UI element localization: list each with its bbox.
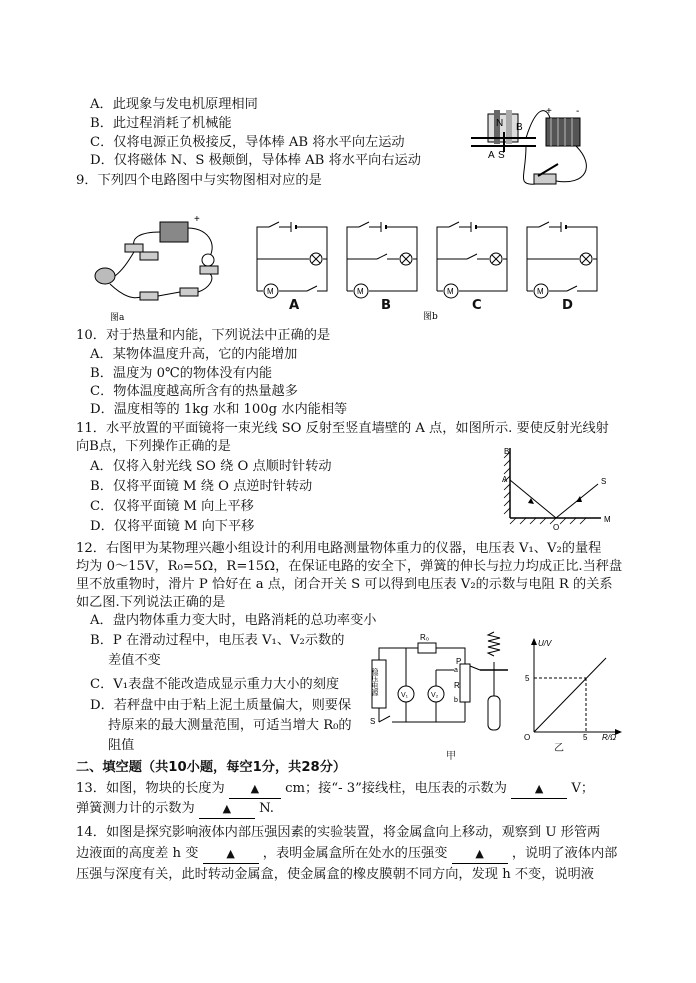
q14-line3: 压强与深度有关，此时转动金属盒，使金属盒的橡皮膜朝不同方向，发现 h 不变，说明液: [76, 867, 594, 882]
q11-option-c: C．仅将平面镜 M 向上平移: [90, 499, 254, 514]
q9-fig-a-caption: 图a: [110, 313, 125, 323]
q12-stem-line4: 如乙图.下列说法正确的是: [76, 595, 226, 610]
q12-yi-tick-x5: 5: [583, 733, 588, 740]
circuit-0-motor-label: M: [267, 287, 274, 296]
q11-option-a: A．仅将入射光线 SO 绕 O 点顺时针转动: [90, 459, 332, 474]
q13-text-4: 弹簧测力计的示数为: [76, 801, 195, 816]
q12-caption-jia: 甲: [446, 751, 456, 762]
q11-label-m: M: [604, 515, 611, 524]
circuit-1-motor-label: M: [357, 287, 364, 296]
q14-blank-1: ▲: [203, 845, 259, 864]
q8-label-minus: -: [576, 106, 580, 117]
q12-stem-line2: 均为 0～15V，R₀=5Ω，R=15Ω，在保证电路的安全下，弹簧的伸长与拉力均成正比.当秤盘: [76, 559, 623, 574]
q10-option-d: D．温度相等的 1kg 水和 100g 水内能相等: [90, 402, 348, 417]
q9-figure-b: [253, 215, 613, 323]
q13-line1: [76, 780, 594, 799]
q12-label-r: R: [454, 681, 460, 690]
q12-yi-origin: O: [524, 733, 531, 740]
q8-label-s: S: [498, 150, 505, 161]
q12-label-v2: V₂: [431, 692, 439, 699]
q13-blank-2: ▲: [511, 780, 567, 799]
q14-text-2: ，表明金属盒所在处水的压强变: [262, 846, 448, 861]
q12-figure-yi: [518, 636, 624, 740]
circuit-3-motor-label: M: [537, 287, 544, 296]
q14-line1: 14．如图是探究影响液体内部压强因素的实验装置，将金属盒向上移动，观察到 U 形管两: [76, 825, 601, 840]
q11-label-o: O: [553, 523, 560, 532]
q9-option-a-label: A: [289, 298, 300, 313]
q12-option-d-line3: 阻值: [108, 738, 135, 753]
q12-yi-x-axis-label: R/Ω: [602, 733, 617, 740]
q11-stem-line2: 向B点，下列操作正确的是: [76, 439, 231, 454]
q12-yi-y-axis-label: U/V: [538, 639, 552, 648]
q12-label-a: a: [454, 667, 458, 674]
q11-label-a: A: [502, 475, 508, 484]
q12-option-d-line1: D．若秤盘中由于粘上泥土质量偏大，则要保: [90, 698, 352, 713]
q12-figure-jia: [370, 630, 520, 752]
q11-option-b: B．仅将平面镜 M 绕 O 点逆时针转动: [90, 479, 313, 494]
q8-figure: [466, 96, 606, 196]
q12-option-b-line1: B．P 在滑动过程中，电压表 V₁、V₂示数的: [90, 633, 345, 648]
q12-option-c: C．V₁表盘不能改造成显示重力大小的刻度: [90, 677, 340, 692]
q12-label-r0: R₀: [420, 633, 430, 642]
q12-yi-tick-y5: 5: [525, 674, 530, 683]
q13-text-3: V；: [571, 781, 595, 796]
q12-label-p: P: [456, 657, 462, 666]
q9-option-c-label: C: [472, 298, 482, 313]
q12-label-v1: V₁: [401, 692, 409, 699]
q8-label-plus: +: [546, 106, 552, 117]
q8-option-b: B．此过程消耗了机械能: [90, 116, 232, 131]
q12-power-label: 稳压电源: [371, 668, 379, 696]
q12-caption-yi: 乙: [554, 743, 564, 754]
q11-figure: [496, 440, 616, 532]
q9-fig-b-caption: 图b: [423, 312, 438, 322]
q9-option-b-label: B: [381, 298, 392, 313]
circuit-2-motor-label: M: [447, 287, 454, 296]
q11-label-s: S: [601, 477, 607, 486]
q12-stem-line1: 12．右图甲为某物理兴趣小组设计的利用电路测量物体重力的仪器，电压表 V₁、V₂的量程: [76, 541, 602, 556]
q10-option-b: B．温度为 0℃的物体没有内能: [90, 366, 273, 381]
q13-blank-1: ▲: [229, 780, 281, 799]
q12-option-a: A．盘内物体重力变大时，电路消耗的总功率变小: [90, 613, 377, 628]
q8-label-b: B: [516, 122, 523, 133]
q12-stem-line3: 里不放重物时，滑片 P 恰好在 a 点，闭合开关 S 可以得到电压表 V₂的示数与电阻 R 的关系: [76, 577, 613, 592]
q8-option-d: D．仅将磁体 N、S 极颠倒，导体棒 AB 将水平向右运动: [90, 153, 421, 168]
q14-line2: [76, 845, 617, 864]
q14-text-3: ，说明了液体内部: [511, 846, 618, 861]
q8-option-c: C．仅将电源正负极接反，导体棒 AB 将水平向左运动: [90, 135, 405, 150]
q12-label-b: b: [454, 697, 458, 704]
q12-option-d-line2: 持原来的最大测量范围，可适当增大 R₀的: [108, 718, 352, 733]
q13-text-2: cm；接“- 3”接线柱，电压表的示数为: [285, 781, 507, 796]
q12-option-b-line2: 差值不变: [108, 653, 161, 668]
q10-stem: 10．对于热量和内能，下列说法中正确的是: [76, 328, 331, 343]
q13-line2: [76, 800, 274, 819]
q9-figure-a: [90, 208, 240, 323]
q8-label-a: A: [488, 150, 495, 161]
q13-blank-3: ▲: [199, 800, 255, 819]
q8-label-n: N: [496, 118, 504, 129]
q11-stem-line1: 11．水平放置的平面镜将一束光线 SO 反射至竖直墙壁的 A 点，如图所示. 要使反射光线射: [76, 421, 609, 436]
q9-stem: 9．下列四个电路图中与实物图相对应的是: [76, 173, 322, 188]
q11-option-d: D．仅将平面镜 M 向下平移: [90, 519, 255, 534]
q13-text-1: 13．如图，物块的长度为: [76, 781, 225, 796]
section-2-title: 二、填空题（共10小题，每空1分，共28分）: [76, 760, 347, 775]
q12-label-s: S: [370, 717, 376, 726]
q14-text-1: 边液面的高度差 h 变: [76, 846, 199, 861]
q9-fig-a-plus: +: [194, 214, 200, 225]
q10-option-a: A．某物体温度升高，它的内能增加: [90, 347, 298, 362]
q13-text-5: N.: [259, 801, 274, 816]
q10-option-c: C．物体温度越高所含有的热量越多: [90, 384, 298, 399]
q9-option-d-label: D: [562, 298, 573, 313]
q8-option-a: A．此现象与发电机原理相同: [90, 97, 258, 112]
q14-blank-2: ▲: [452, 845, 508, 864]
q11-label-b: B: [504, 447, 510, 456]
